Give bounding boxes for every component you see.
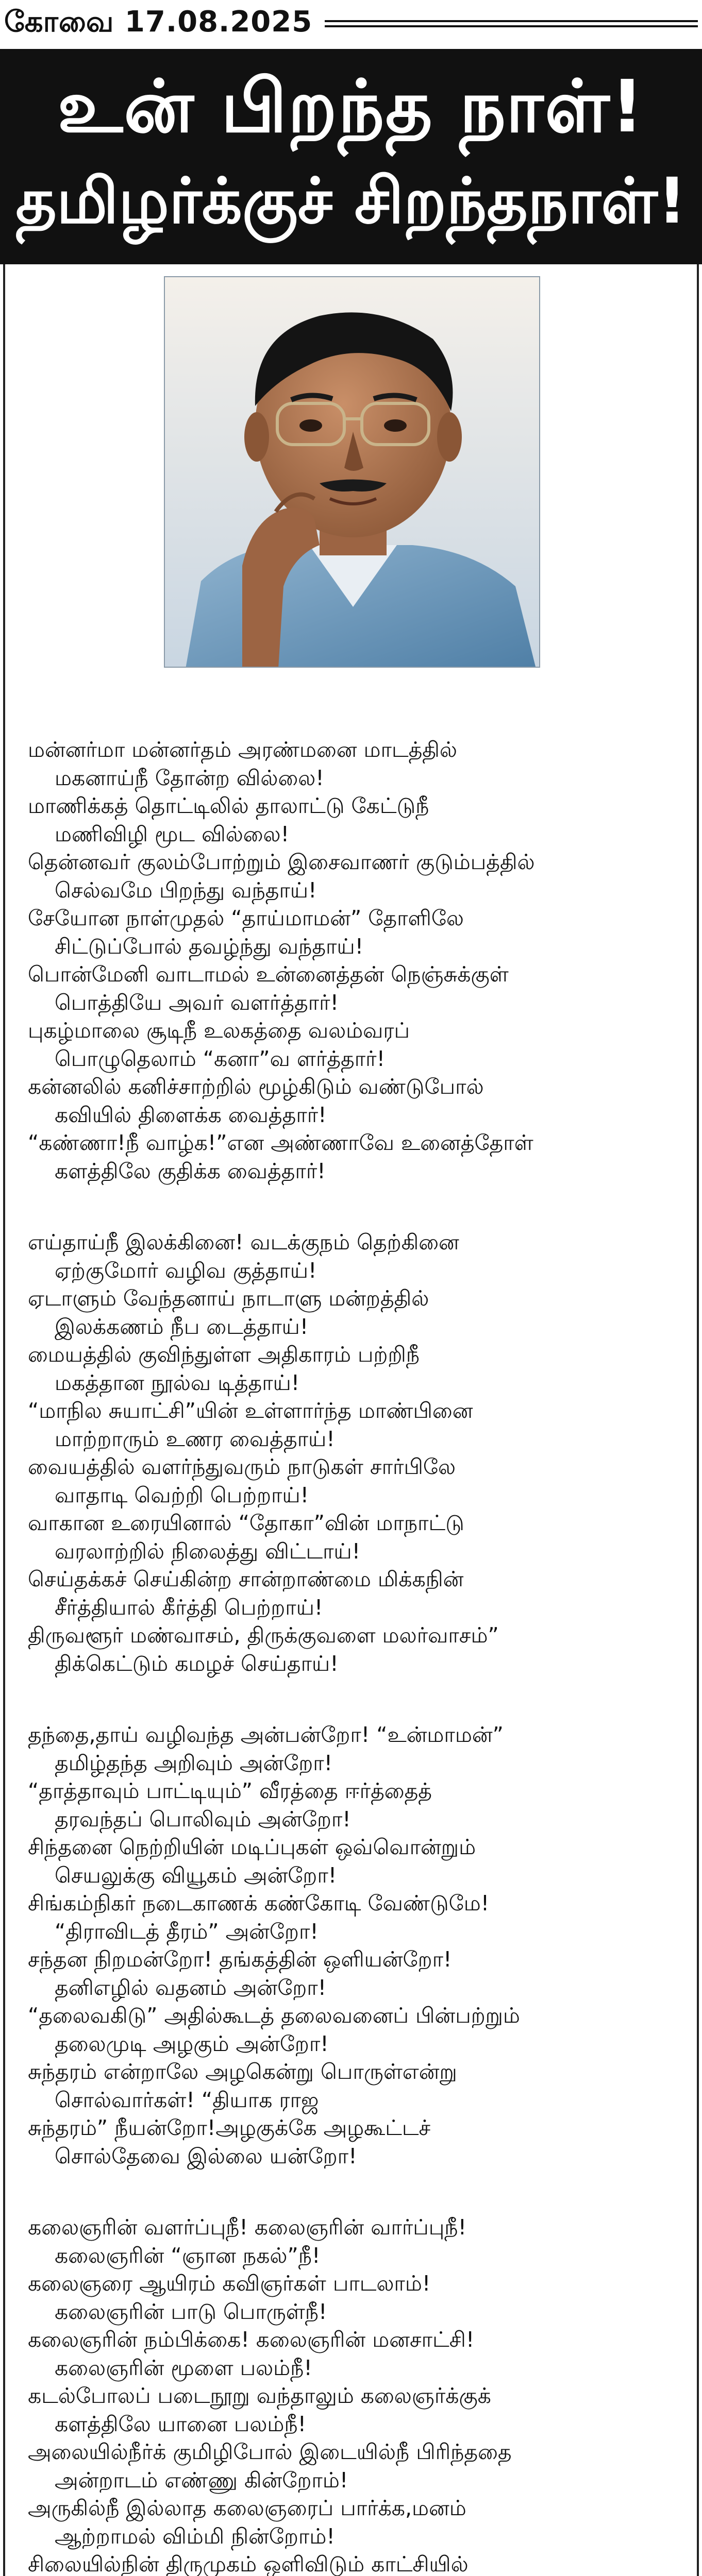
poem-line: கலைஞரின் மூளை பலம்நீ! [55, 2355, 312, 2380]
poem-line: மகனாய்நீ தோன்ற வில்லை! [55, 765, 324, 790]
poem-line: கலைஞரின் “ஞான நகல்”நீ! [55, 2243, 321, 2268]
poem-line: கலைஞரின் நம்பிக்கை! கலைஞரின் மனசாட்சி! [28, 2327, 475, 2352]
headline: உன் பிறந்த நாள்! [57, 65, 645, 149]
poem-line: “கண்ணா!நீ வாழ்க!”என அண்ணாவே உனைத்தோள் [28, 1130, 533, 1155]
portrait-photo [164, 276, 540, 668]
poem-line: மாணிக்கத் தொட்டிலில் தாலாட்டு கேட்டுநீ [28, 793, 429, 818]
poem-line: சிந்தனை நெற்றியின் மடிப்புகள் ஒவ்வொன்றும் [28, 1835, 476, 1859]
poem-line: ஆற்றாமல் விம்மி நின்றோம்! [55, 2523, 335, 2549]
poem-stanza [28, 736, 646, 1185]
poem [28, 736, 646, 2576]
poem-line: அன்றாடம் எண்ணு கின்றோம்! [55, 2467, 348, 2493]
poem-line: தனிஎழில் வதனம் அன்றோ! [55, 1975, 327, 2000]
poem-line: மன்னர்மா மன்னர்தம் அரண்மனை மாடத்தில் [28, 737, 457, 762]
poem-line: “தாத்தாவும் பாட்டியும்” வீரத்தை ஈர்த்தைத் [28, 1778, 432, 1803]
poem-line: வாகான உரையினால் “தோகா”வின் மாநாட்டு [28, 1511, 464, 1535]
poem-line: திருவளூர் மண்வாசம், திருக்குவளை மலர்வாசம்” [28, 1623, 499, 1648]
poem-line: புகழ்மாலை சூடிநீ உலகத்தை வலம்வரப் [28, 1018, 410, 1043]
poem-line: கடல்போலப் படைநூறு வந்தாலும் கலைஞர்க்குக் [28, 2383, 491, 2408]
poem-line: ஏடாளும் வேந்தனாய் நாடாளு மன்றத்தில் [28, 1286, 429, 1311]
poem-line: பொழுதெலாம் “கனா”வ ளர்த்தார்! [55, 1046, 386, 1071]
poem-line: இலக்கணம் நீப டைத்தாய்! [55, 1314, 309, 1339]
poem-line: மையத்தில் குவிந்துள்ள அதிகாரம் பற்றிநீ [28, 1342, 420, 1367]
poem-line: “மாநில சுயாட்சி”யின் உள்ளார்ந்த மாண்பினை [28, 1398, 473, 1423]
poem-line: செயலுக்கு வியூகம் அன்றோ! [55, 1862, 337, 1888]
poem-line: களத்திலே குதிக்க வைத்தார்! [55, 1158, 326, 1183]
poem-line: “திராவிடத் தீரம்” அன்றோ! [55, 1919, 319, 1944]
poem-line: வரலாற்றில் நிலைத்து விட்டாய்! [55, 1538, 361, 1564]
poem-line: மகத்தான நூல்வ டித்தாய்! [55, 1370, 300, 1395]
poem-line: சுந்தரம்” நீயன்றோ!அழகுக்கே அழகூட்டச் [28, 2115, 431, 2140]
poem-line: செல்வமே பிறந்து வந்தாய்! [55, 877, 317, 903]
poem-line: கன்னலில் கனிச்சாற்றில் மூழ்கிடும் வண்டுபோல் [28, 1074, 484, 1099]
poem-line: சுந்தரம் என்றாலே அழகென்று பொருள்என்று [28, 2059, 457, 2084]
masthead [0, 0, 702, 47]
headline-banner [0, 49, 702, 264]
poem-line: மாற்றாரும் உணர வைத்தாய்! [55, 1426, 335, 1451]
poem-line: வாதாடி வெற்றி பெற்றாய்! [55, 1482, 309, 1507]
poem-line: சேயோன நாள்முதல் “தாய்மாமன்” தோளிலே [28, 906, 464, 930]
poem-line: சிட்டுப்போல் தவழ்ந்து வந்தாய்! [55, 934, 364, 959]
poem-stanza [28, 1228, 646, 1677]
subheadline: தமிழர்க்குச் சிறந்தநாள்! [15, 164, 687, 238]
poem-line: “தலைவகிடு” அதில்கூடத் தலைவனைப் பின்பற்றும் [28, 2003, 520, 2028]
poem-line: அலையில்நீர்க் குமிழிபோல் இடையில்நீ பிரிந்ததை [28, 2439, 512, 2464]
poem-line: ஏற்குமோர் வழிவ குத்தாய்! [55, 1258, 317, 1283]
poem-line: பொன்மேனி வாடாமல் உன்னைத்தன் நெஞ்சுக்குள் [28, 962, 509, 987]
poem-line: கலைஞரின் வளர்ப்புநீ! கலைஞரின் வார்ப்புநீ! [28, 2215, 467, 2240]
portrait-photo-icon [165, 277, 540, 668]
poem-line: சொல்தேவை இல்லை யன்றோ! [55, 2143, 357, 2168]
poem-line: அருகில்நீ இல்லாத கலைஞரைப் பார்க்க,மனம் [28, 2496, 466, 2520]
poem-line: திக்கெட்டும் கமழச் செய்தாய்! [55, 1651, 339, 1676]
poem-line: சிங்கம்நிகர் நடைகாணக் கண்கோடி வேண்டுமே! [28, 1891, 490, 1916]
poem-line: செய்தக்கச் செய்கின்ற சான்றாண்மை மிக்கநின் [28, 1567, 464, 1591]
masthead-rule [325, 20, 698, 27]
poem-stanza [28, 1721, 646, 2170]
poem-line: வையத்தில் வளர்ந்துவரும் நாடுகள் சார்பிலே [28, 1454, 456, 1479]
poem-line: எய்தாய்நீ இலக்கினை! வடக்குநம் தெற்கினை [28, 1230, 459, 1255]
dateline: கோவை 17.08.2025 [4, 5, 313, 39]
poem-line: தந்தை,தாய் வழிவந்த அன்பன்றோ! “உன்மாமன்” [28, 1722, 504, 1747]
poem-line: தமிழ்தந்த அறிவும் அன்றோ! [55, 1750, 333, 1775]
poem-line: பொத்தியே அவர் வளர்த்தார்! [55, 990, 339, 1015]
poem-line: சொல்வார்கள்! “தியாக ராஜ [55, 2087, 319, 2112]
poem-stanza [28, 2213, 646, 2576]
poem-line: கவியில் திளைக்க வைத்தார்! [55, 1102, 327, 1127]
poem-line: தென்னவர் குலம்போற்றும் இசைவாணர் குடும்பத்தில் [28, 850, 535, 874]
poem-line: சந்தன நிறமன்றோ! தங்கத்தின் ஒளியன்றோ! [28, 1947, 452, 1972]
poem-line: சிலையில்நின் திருமுகம் ஒளிவிடும் காட்சியில் [28, 2552, 469, 2576]
poem-line: மணிவிழி மூட வில்லை! [55, 821, 290, 846]
poem-line: கலைஞரின் பாடு பொருள்நீ! [55, 2299, 327, 2324]
poem-line: தரவந்தப் பொலிவும் அன்றோ! [55, 1806, 351, 1832]
poem-line: கலைஞரை ஆயிரம் கவிஞர்கள் பாடலாம்! [28, 2271, 431, 2296]
poem-line: சீர்த்தியால் கீர்த்தி பெற்றாய்! [55, 1595, 323, 1620]
poem-line: களத்திலே யானை பலம்நீ! [55, 2411, 307, 2436]
poem-line: தலைமுடி அழகும் அன்றோ! [55, 2031, 329, 2056]
